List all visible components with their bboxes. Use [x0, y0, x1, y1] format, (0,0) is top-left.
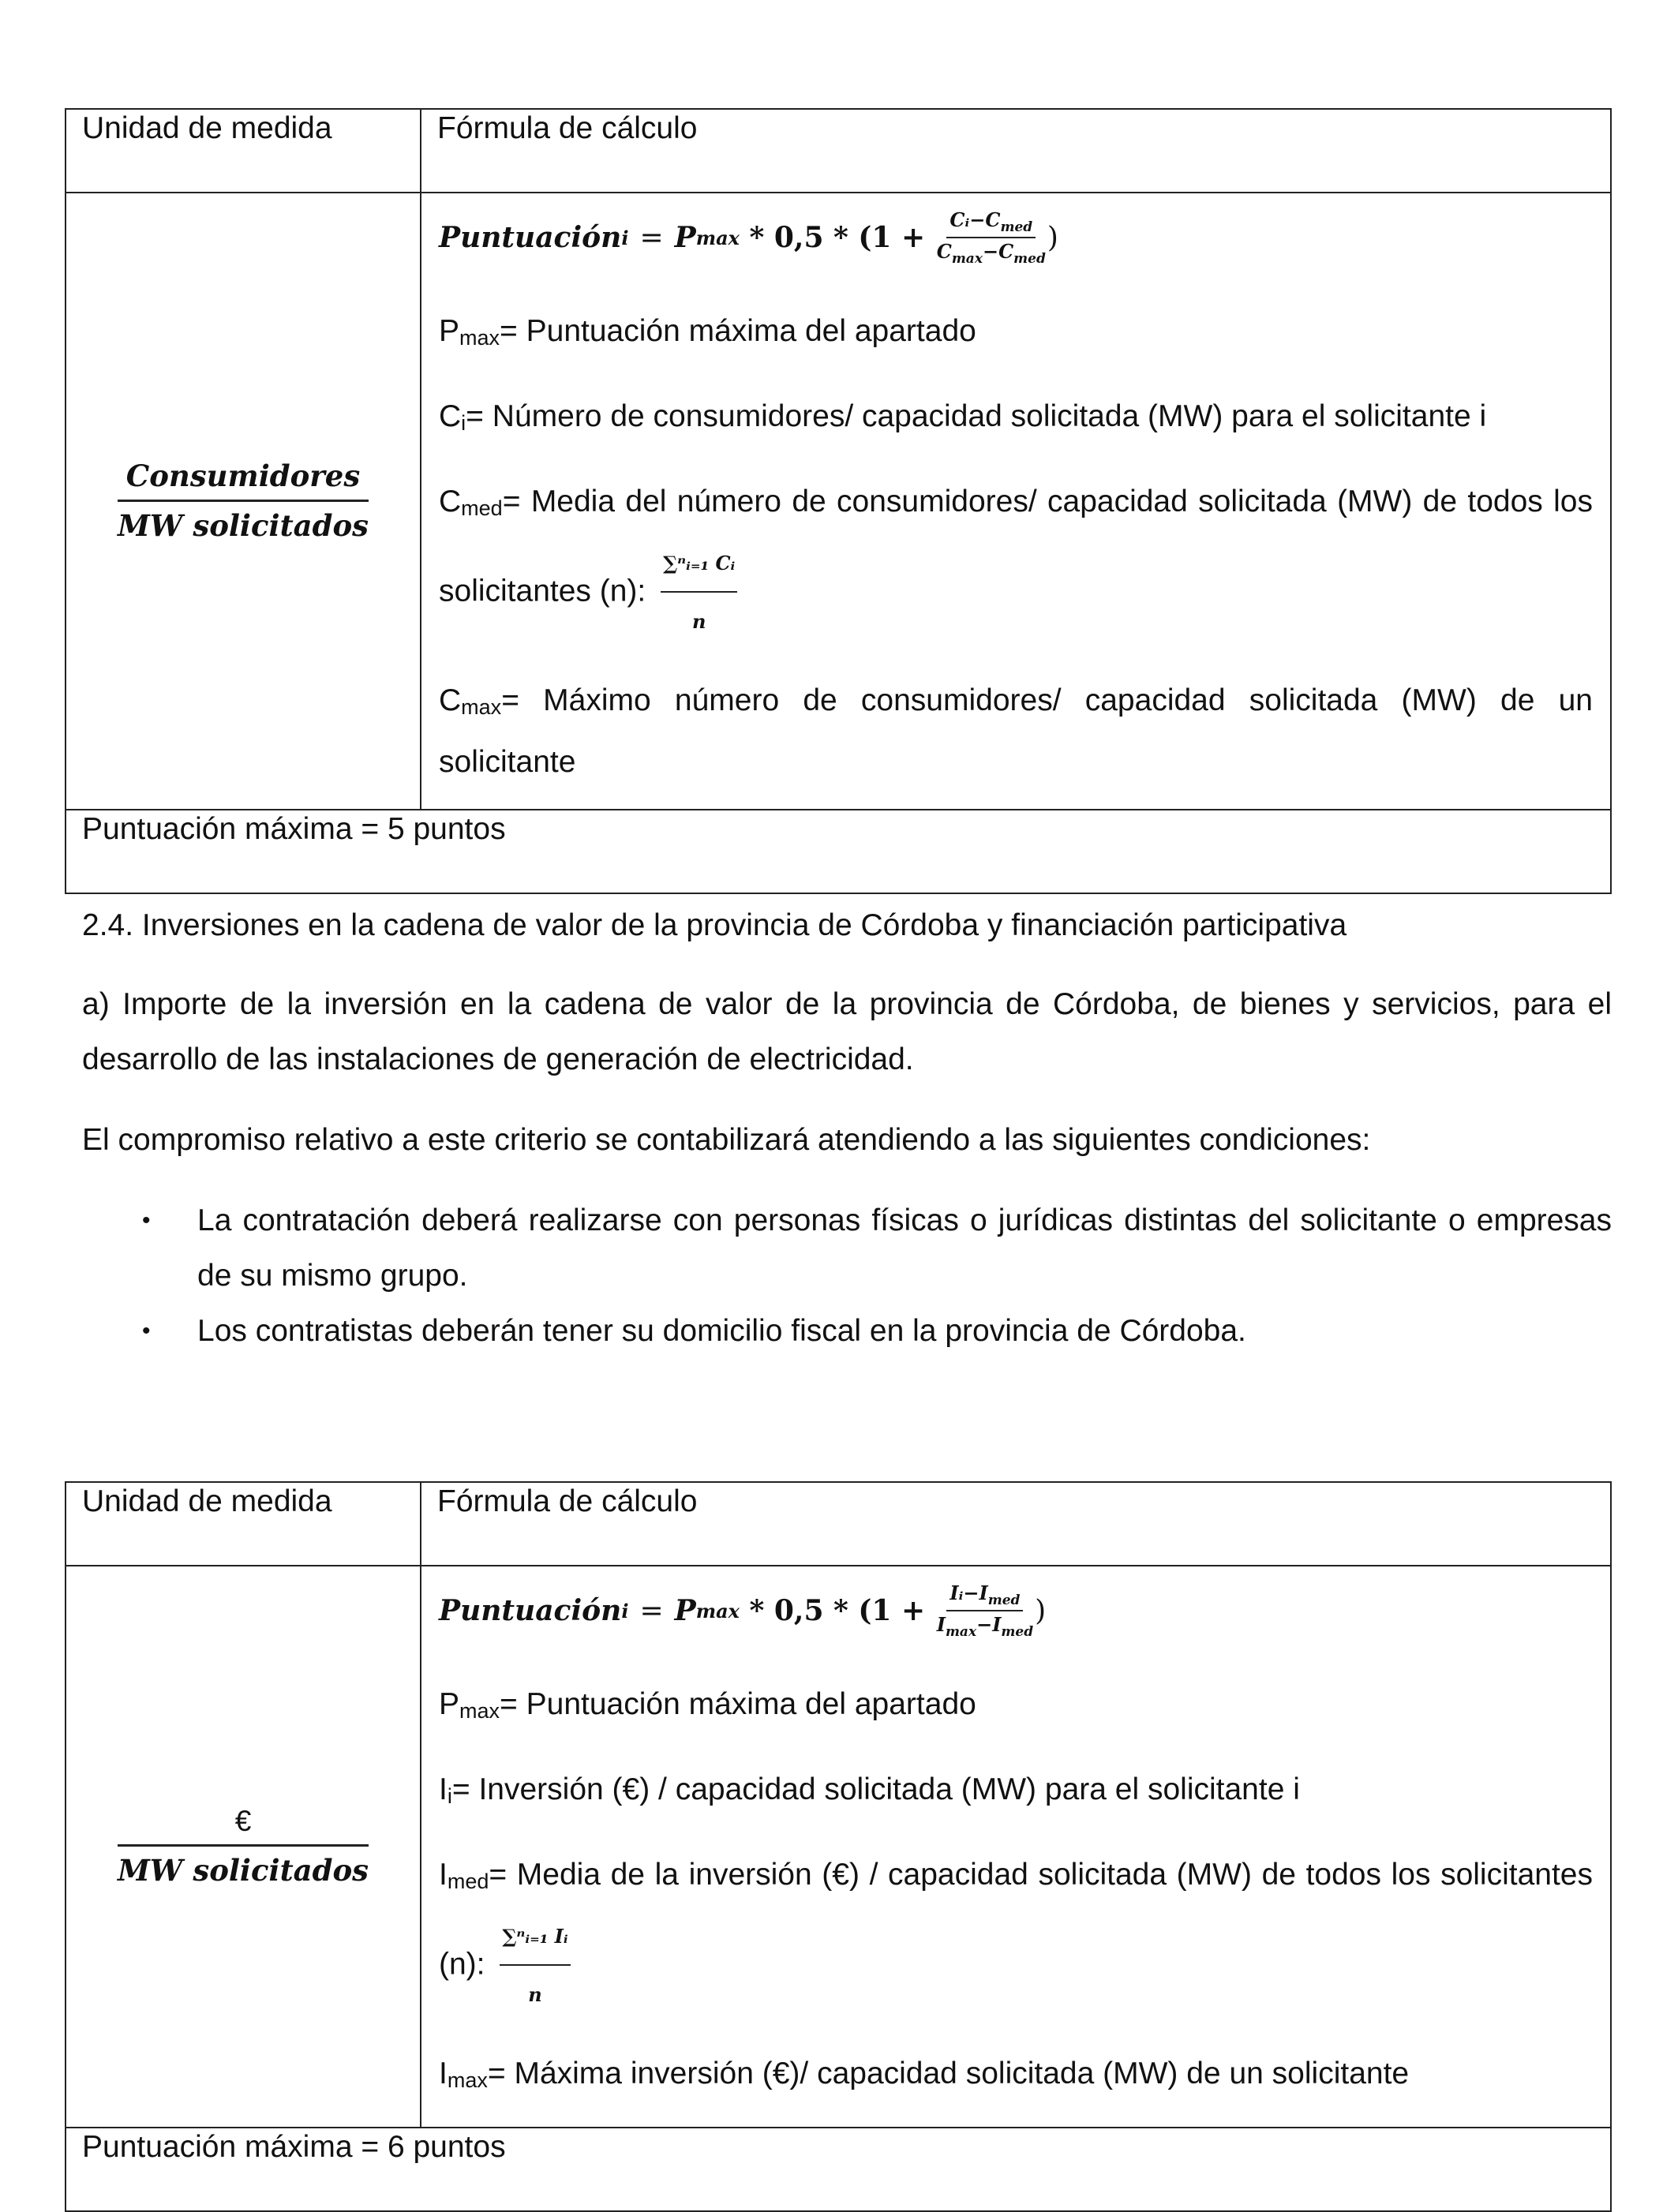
formula-close: ) [1047, 221, 1058, 254]
def-symbol: I [439, 1772, 448, 1806]
fraction-denominator: C [936, 240, 952, 263]
formula-cell [421, 1566, 1611, 2128]
def-symbol-sub: max [459, 1699, 500, 1723]
definition-cmed [439, 474, 1593, 649]
formula-pmax: P [674, 221, 696, 254]
unit-fraction [118, 1805, 369, 1888]
max-score-text: Puntuación máxima = 6 puntos [82, 2130, 506, 2164]
def-symbol: C [439, 485, 462, 518]
fraction-denominator-sub1: max [945, 1623, 977, 1640]
bullet-text: Los contratistas deberán tener su domicilio fiscal en la provincia de Córdoba. [197, 1314, 1246, 1348]
def-symbol: P [439, 314, 460, 348]
header-formula-cell [421, 109, 1611, 193]
def-symbol-sub: i [461, 411, 466, 435]
table-body-row [66, 1566, 1611, 2128]
definition-pmax [439, 1677, 1593, 1739]
formula-pmax-sub: max [695, 1599, 740, 1623]
definition-imed [439, 1847, 1593, 2023]
bullet-icon: • [142, 1207, 151, 1233]
def-symbol-sub: max [459, 326, 500, 350]
formula-lhs-sub: i [621, 226, 629, 249]
unit-fraction [118, 458, 369, 543]
header-unit-cell [66, 1482, 421, 1566]
header-unit-label: Unidad de medida [82, 1484, 332, 1518]
unit-cell [66, 193, 421, 810]
bullet-item [142, 1304, 1612, 1359]
sum-denominator: n [528, 1983, 542, 2006]
mean-sum-fraction [661, 536, 737, 649]
table-body-row [66, 193, 1611, 810]
def-text: = Media de la inversión (€) / capacidad solicitada (MW) de todos los solicitantes (n): [439, 1858, 1593, 1982]
table-header-row [66, 109, 1611, 193]
formula-middle: * 0,5 * (1 + [739, 221, 935, 254]
definition-imax [439, 2046, 1593, 2108]
def-symbol-sub: i [447, 1784, 452, 1808]
def-symbol-sub: max [461, 695, 502, 719]
formula-fraction [937, 1581, 1033, 1640]
def-text: = Máxima inversión (€)/ capacidad solicitada (MW) de un solicitante [487, 2057, 1410, 2090]
mean-sum-fraction [500, 1909, 570, 2023]
unit-cell [66, 1566, 421, 2128]
paragraph-a: a) Importe de la inversión en la cadena de valor de la provincia de Córdoba, de bienes y servicios, para el desarrollo de las instalaciones de generación de electricidad. [82, 987, 1612, 1076]
fraction-numerator-sub: med [1000, 219, 1033, 235]
fraction-numerator-sub: med [987, 1593, 1021, 1608]
header-formula-cell [421, 1482, 1611, 1566]
fraction-denominator-sub2: med [1013, 250, 1046, 267]
sum-numerator: ∑ⁿᵢ₌₁ Iᵢ [500, 1909, 570, 1966]
def-text: = Puntuación máxima del apartado [500, 314, 976, 348]
table-footer-row [66, 2128, 1611, 2211]
def-text: = Puntuación máxima del apartado [500, 1687, 976, 1721]
def-text: = Inversión (€) / capacidad solicitada (MW) para el solicitante i [451, 1772, 1300, 1806]
table-header-row [66, 1482, 1611, 1566]
formula-cell [421, 193, 1611, 810]
fraction-denominator-sub2: med [1001, 1623, 1034, 1640]
formula-lhs: Puntuación [439, 1594, 622, 1627]
def-symbol: C [439, 399, 462, 433]
bullet-icon: • [142, 1318, 151, 1344]
def-text: = Máximo número de consumidores/ capacidad solicitada (MW) de un solicitante [439, 683, 1593, 779]
definition-cmax [439, 673, 1593, 790]
definition-ci [439, 389, 1593, 451]
unit-numerator: € [118, 1805, 369, 1847]
fraction-denominator-mid: −C [982, 240, 1014, 263]
formula-pmax-sub: max [695, 226, 740, 249]
score-formula [439, 1578, 1593, 1644]
formula-close: ) [1035, 1594, 1047, 1627]
criteria-table-investment [65, 1481, 1612, 2212]
fraction-denominator: I [936, 1613, 946, 1636]
header-unit-cell [66, 109, 421, 193]
unit-denominator: MW solicitados [117, 1853, 369, 1888]
def-symbol-sub: max [447, 2068, 488, 2092]
formula-fraction [937, 208, 1046, 267]
def-text: = Media del número de consumidores/ capacidad solicitada (MW) de todos los solicitantes (n): [439, 485, 1593, 608]
formula-pmax: P [674, 1594, 696, 1627]
sum-numerator: ∑ⁿᵢ₌₁ Cᵢ [661, 536, 737, 593]
sum-denominator: n [691, 610, 706, 633]
fraction-denominator-sub1: max [951, 250, 983, 267]
formula-middle: * 0,5 * (1 + [739, 1594, 935, 1627]
fraction-numerator: Cᵢ−C [949, 208, 1001, 232]
bullet-item [142, 1193, 1612, 1304]
header-formula-label: Fórmula de cálculo [437, 1484, 698, 1518]
formula-equals: = [639, 221, 664, 254]
unit-denominator: MW solicitados [117, 508, 369, 543]
unit-numerator: Consumidores [118, 458, 369, 502]
def-symbol: I [439, 2057, 448, 2090]
def-symbol: P [439, 1687, 460, 1721]
def-symbol-sub: med [461, 496, 503, 520]
table-footer-row [66, 810, 1611, 893]
definition-ii [439, 1762, 1593, 1824]
formula-equals: = [639, 1594, 664, 1627]
formula-lhs-sub: i [621, 1599, 629, 1623]
max-score-cell [66, 2128, 1611, 2211]
max-score-cell [66, 810, 1611, 893]
def-symbol: C [439, 683, 462, 717]
criteria-table-consumers [65, 108, 1612, 894]
formula-lhs: Puntuación [439, 221, 622, 254]
section-heading: 2.4. Inversiones en la cadena de valor de la provincia de Córdoba y financiación participativa [82, 908, 1347, 942]
paragraph-conditions: El compromiso relativo a este criterio se contabilizará atendiendo a las siguientes condiciones: [82, 1123, 1371, 1157]
definition-pmax [439, 304, 1593, 365]
header-unit-label: Unidad de medida [82, 111, 332, 145]
header-formula-label: Fórmula de cálculo [437, 111, 698, 145]
bullet-text: La contratación deberá realizarse con personas físicas o jurídicas distintas del solicitante o empresas de su mismo grupo. [197, 1203, 1612, 1293]
fraction-numerator: Iᵢ−I [949, 1581, 988, 1605]
fraction-denominator-mid: −I [976, 1613, 1002, 1636]
def-text: = Número de consumidores/ capacidad solicitada (MW) para el solicitante i [466, 399, 1487, 433]
def-symbol: I [439, 1858, 448, 1892]
score-formula [439, 204, 1593, 271]
max-score-text: Puntuación máxima = 5 puntos [82, 812, 506, 846]
def-symbol-sub: med [447, 1870, 489, 1893]
